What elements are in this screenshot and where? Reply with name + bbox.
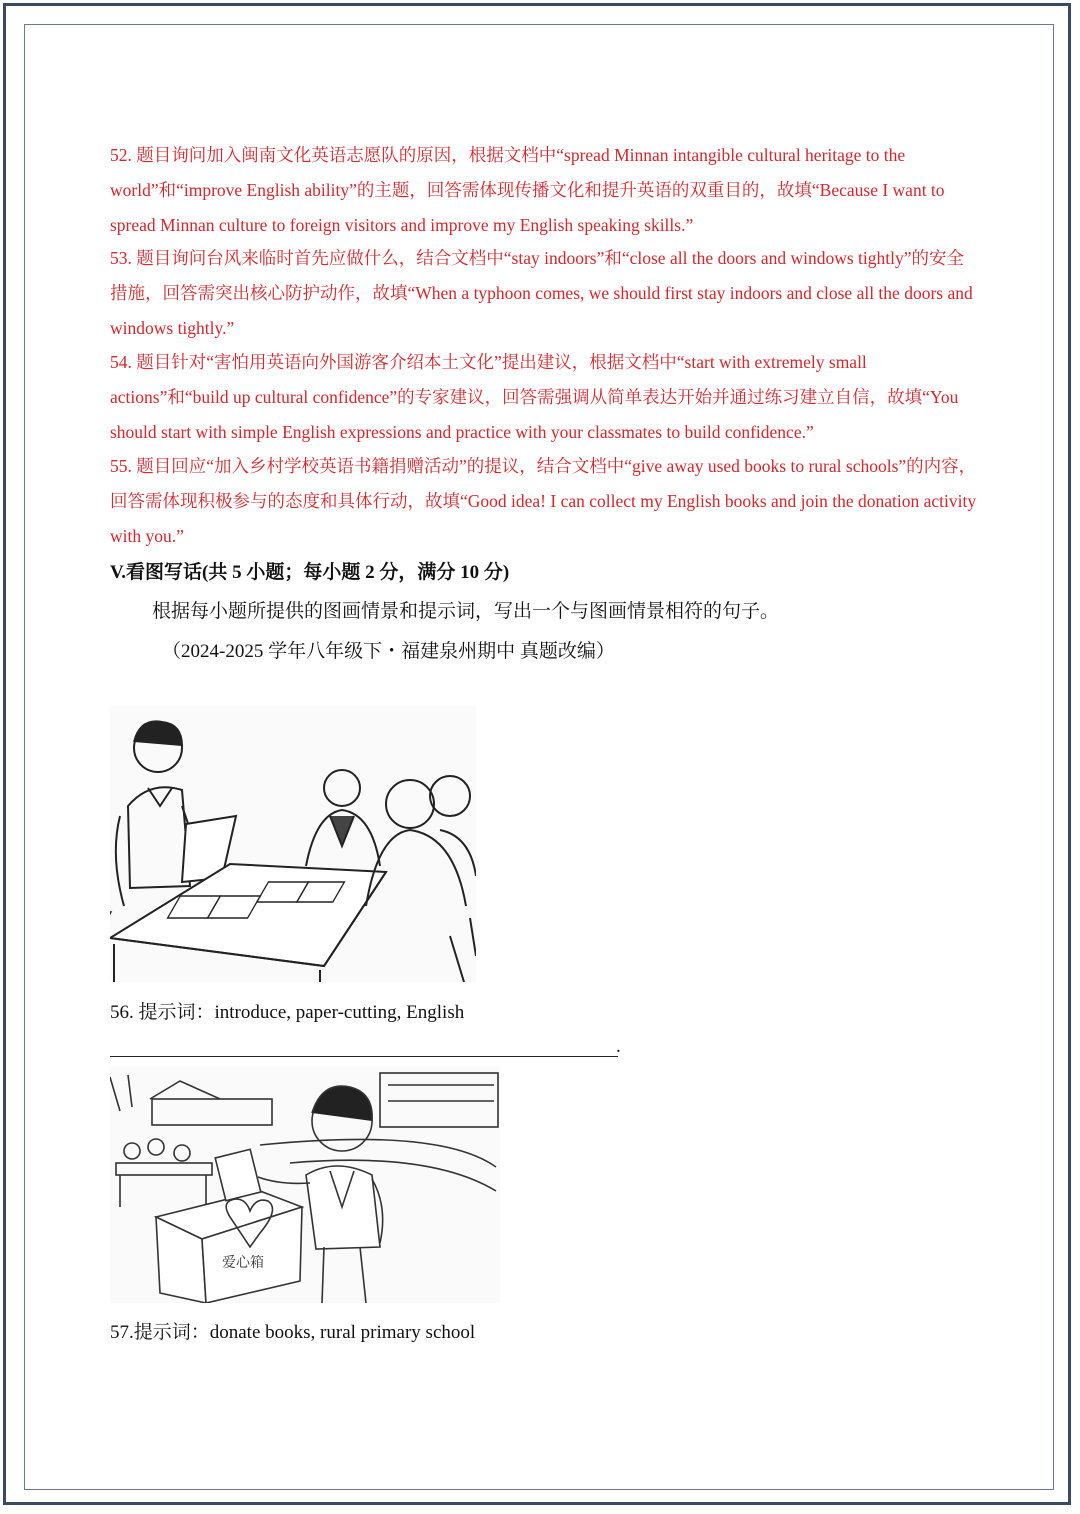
answer-55: 55. 题目回应“加入乡村学校英语书籍捐赠活动”的提议，结合文档中“give away used books to rural schools”的内容，回答需体现积极参与的态度和具体行动，故填“Good idea! I can collect my English books and join the donation activity with you.” (110, 456, 977, 546)
question-56-prompt: 56. 提示词：introduce, paper-cutting, English (110, 1002, 465, 1023)
paper-cutting-illustration (110, 706, 476, 982)
section-source: （2024-2025 学年八年级下・福建泉州期中 真题改编） (162, 641, 615, 662)
answer-52: 52. 题目询问加入闽南文化英语志愿队的原因，根据文档中“spread Minnan intangible cultural heritage to the world”和“improve English ability”的主题，回答需体现传播文化和提升英语的双重目的，故填“Because I want to spread Minnan culture to foreign visitors and improve my English speaking skills.” (110, 145, 945, 235)
question-57-prompt: 57.提示词：donate books, rural primary school (110, 1322, 476, 1343)
answer-53: 53. 题目询问台风来临时首先应做什么，结合文档中“stay indoors”和“close all the doors and windows tightly”的安全措施，回答需突出核心防护动作，故填“When a typhoon comes, we should first stay indoors and close all the doors and windows tightly.” (110, 248, 973, 338)
section-title: V.看图写话(共 5 小题；每小题 2 分，满分 10 分) (110, 562, 510, 583)
answer-blank-period: . (616, 1036, 621, 1057)
answer-blank-56[interactable] (110, 1040, 618, 1057)
section-instruction: 根据每小题所提供的图画情景和提示词，写出一个与图画情景相符的句子。 (152, 601, 780, 622)
box-label: 爱心箱 (222, 1255, 264, 1271)
book-donation-illustration (110, 1067, 500, 1303)
answer-54: 54. 题目针对“害怕用英语向外国游客介绍本土文化”提出建议，根据文档中“start with extremely small actions”和“build up cultural confidence”的专家建议，回答需强调从简单表达开始并通过练习建立自信，故填“You should start with simple English expressions and practice with your classmates to build confidence.” (110, 352, 959, 442)
